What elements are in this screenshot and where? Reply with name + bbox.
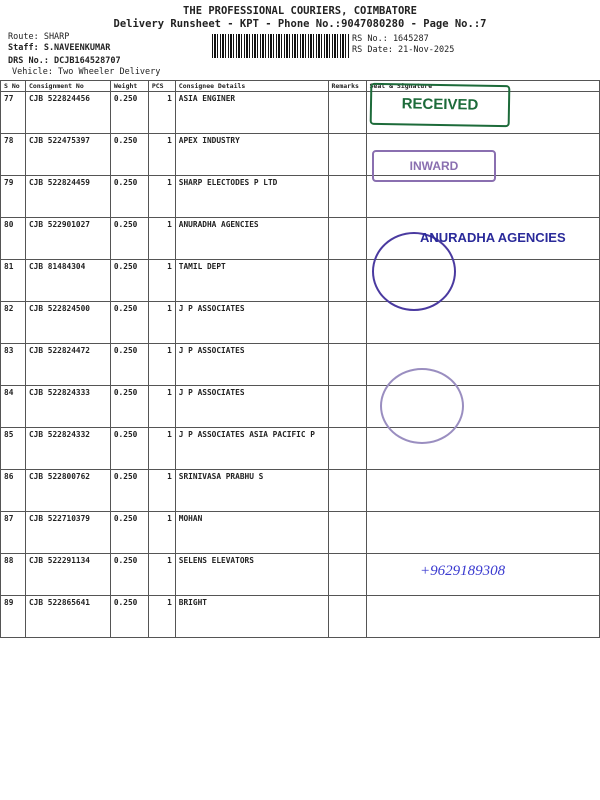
remarks-cell xyxy=(328,218,366,260)
consignee-cell: SRINIVASA PRABHU S xyxy=(175,470,328,512)
table-row xyxy=(1,260,600,302)
weight-cell: 0.250 xyxy=(110,176,148,218)
remarks-cell xyxy=(328,512,366,554)
sno-cell: 84 xyxy=(1,386,26,428)
table-row xyxy=(1,386,600,428)
remarks-cell xyxy=(328,596,366,638)
consignment-cell: CJB 522824500 xyxy=(25,302,110,344)
remarks-cell xyxy=(328,344,366,386)
consignee-cell: ANURADHA AGENCIES xyxy=(175,218,328,260)
drs-number: DRS No.: DCJB164528707 xyxy=(8,56,121,66)
consignment-cell: CJB 522824333 xyxy=(25,386,110,428)
runsheet-subtitle: Delivery Runsheet - KPT - Phone No.:9047080280 - Page No.:7 xyxy=(113,18,487,30)
col-weight: Weight xyxy=(110,81,148,92)
sno-cell: 81 xyxy=(1,260,26,302)
handwritten-phone: +9629189308 xyxy=(420,563,506,579)
inward-stamp-text: INWARD xyxy=(409,159,459,173)
sno-cell: 87 xyxy=(1,512,26,554)
weight-cell: 0.250 xyxy=(110,134,148,176)
company-title: THE PROFESSIONAL COURIERS, COIMBATORE xyxy=(183,5,417,17)
col-signature: Seal & Signature xyxy=(366,81,600,92)
table-row xyxy=(1,554,600,596)
remarks-cell xyxy=(328,428,366,470)
weight-cell: 0.250 xyxy=(110,386,148,428)
sno-cell: 88 xyxy=(1,554,26,596)
remarks-cell xyxy=(328,176,366,218)
pcs-cell: 1 xyxy=(148,554,175,596)
pcs-cell: 1 xyxy=(148,428,175,470)
pcs-cell: 1 xyxy=(148,512,175,554)
table-row xyxy=(1,344,600,386)
inward-stamp xyxy=(372,150,496,182)
col-pcs: PCS xyxy=(148,81,175,92)
sno-cell: 82 xyxy=(1,302,26,344)
consignee-cell: TAMIL DEPT xyxy=(175,260,328,302)
rs-number: RS No.: 1645287 xyxy=(352,34,429,44)
weight-cell: 0.250 xyxy=(110,92,148,134)
pcs-cell: 1 xyxy=(148,596,175,638)
pcs-cell: 1 xyxy=(148,470,175,512)
staff: Staff: S.NAVEENKUMAR xyxy=(8,43,111,53)
consignee-cell: J P ASSOCIATES xyxy=(175,302,328,344)
col-consignee: Consignee Details xyxy=(175,81,328,92)
table-row xyxy=(1,470,600,512)
pcs-cell: 1 xyxy=(148,134,175,176)
pcs-cell: 1 xyxy=(148,344,175,386)
remarks-cell xyxy=(328,134,366,176)
consignment-cell: CJB 522824332 xyxy=(25,428,110,470)
rs-date: RS Date: 21-Nov-2025 xyxy=(352,45,455,55)
pcs-cell: 1 xyxy=(148,302,175,344)
table-row xyxy=(1,596,600,638)
col-consignment: Consignment No xyxy=(25,81,110,92)
weight-cell: 0.250 xyxy=(110,512,148,554)
consignment-cell: CJB 522800762 xyxy=(25,470,110,512)
weight-cell: 0.250 xyxy=(110,218,148,260)
consignee-cell: J P ASSOCIATES xyxy=(175,344,328,386)
pcs-cell: 1 xyxy=(148,218,175,260)
barcode xyxy=(212,34,350,58)
consignment-cell: CJB 522824472 xyxy=(25,344,110,386)
consignment-cell: CJB 522824459 xyxy=(25,176,110,218)
weight-cell: 0.250 xyxy=(110,344,148,386)
consignee-cell: MOHAN xyxy=(175,512,328,554)
vehicle: Vehicle: Two Wheeler Delivery xyxy=(12,67,161,77)
remarks-cell xyxy=(328,260,366,302)
remarks-cell xyxy=(328,470,366,512)
consignee-cell: J P ASSOCIATES ASIA PACIFIC P xyxy=(175,428,328,470)
pcs-cell: 1 xyxy=(148,386,175,428)
remarks-cell xyxy=(328,302,366,344)
weight-cell: 0.250 xyxy=(110,554,148,596)
signature-cell xyxy=(366,470,600,512)
table-row xyxy=(1,134,600,176)
remarks-cell xyxy=(328,92,366,134)
sno-cell: 83 xyxy=(1,344,26,386)
weight-cell: 0.250 xyxy=(110,260,148,302)
consignee-cell: APEX INDUSTRY xyxy=(175,134,328,176)
consignee-cell: J P ASSOCIATES xyxy=(175,386,328,428)
received-stamp-text: RECEIVED xyxy=(401,95,479,114)
weight-cell: 0.250 xyxy=(110,470,148,512)
consignee-cell: ASIA ENGINER xyxy=(175,92,328,134)
pcs-cell: 1 xyxy=(148,260,175,302)
consignment-cell: CJB 522291134 xyxy=(25,554,110,596)
table-row xyxy=(1,512,600,554)
consignment-cell: CJB 81484304 xyxy=(25,260,110,302)
signature-cell xyxy=(366,512,600,554)
col-sno: S No xyxy=(1,81,26,92)
route: Route: SHARP xyxy=(8,32,70,42)
pcs-cell: 1 xyxy=(148,176,175,218)
round-seal-2 xyxy=(380,368,464,444)
table-row xyxy=(1,428,600,470)
sno-cell: 77 xyxy=(1,92,26,134)
table-row xyxy=(1,302,600,344)
pcs-cell: 1 xyxy=(148,92,175,134)
remarks-cell xyxy=(328,554,366,596)
consignment-cell: CJB 522475397 xyxy=(25,134,110,176)
weight-cell: 0.250 xyxy=(110,428,148,470)
consignment-cell: CJB 522824456 xyxy=(25,92,110,134)
sno-cell: 80 xyxy=(1,218,26,260)
agency-stamp: ANURADHA AGENCIES xyxy=(420,230,566,245)
consignee-cell: BRIGHT xyxy=(175,596,328,638)
sno-cell: 89 xyxy=(1,596,26,638)
remarks-cell xyxy=(328,386,366,428)
col-remarks: Remarks xyxy=(328,81,366,92)
table-row xyxy=(1,176,600,218)
sno-cell: 85 xyxy=(1,428,26,470)
consignment-cell: CJB 522901027 xyxy=(25,218,110,260)
signature-cell xyxy=(366,596,600,638)
consignee-cell: SHARP ELECTODES P LTD xyxy=(175,176,328,218)
weight-cell: 0.250 xyxy=(110,302,148,344)
received-stamp xyxy=(370,83,511,127)
sno-cell: 78 xyxy=(1,134,26,176)
weight-cell: 0.250 xyxy=(110,596,148,638)
sno-cell: 86 xyxy=(1,470,26,512)
consignment-cell: CJB 522865641 xyxy=(25,596,110,638)
consignment-cell: CJB 522710379 xyxy=(25,512,110,554)
consignee-cell: SELENS ELEVATORS xyxy=(175,554,328,596)
sno-cell: 79 xyxy=(1,176,26,218)
runsheet-table xyxy=(0,80,600,638)
